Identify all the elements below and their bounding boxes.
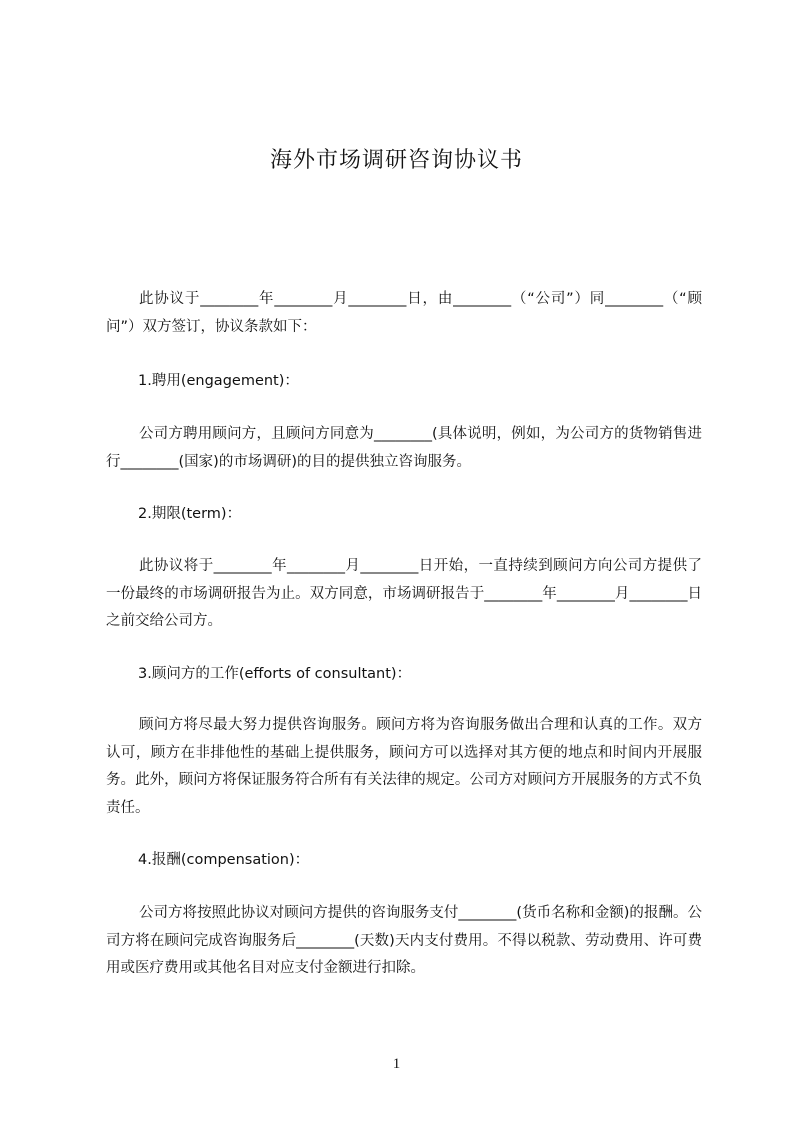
section-body-efforts: 顾问方将尽最大努力提供咨询服务。顾问方将为咨询服务做出合理和认真的工作。双方认可，顾方在非排他性的基础上提供服务，顾问方可以选择对其方便的地点和时间内开展服务。此外，顾问方将保证服务符合所有有关法律的规定。公司方对顾问方开展服务的方式不负责任。 <box>106 717 702 816</box>
document-title: 海外市场调研咨询协议书 <box>269 148 523 173</box>
intro-paragraph: 此协议于________年________月________日，由________（“公司”）同________（“顾问”）双方签订，协议条款如下： <box>106 291 702 335</box>
page-number: 1 <box>392 1056 401 1072</box>
section-heading-compensation: 4.报酬(compensation)： <box>138 852 310 868</box>
section-heading-engagement: 1.聘用(engagement)： <box>138 373 299 389</box>
section-body-compensation: 公司方将按照此协议对顾问方提供的咨询服务支付________(货币名称和金额)的报酬。公司方将在顾问完成咨询服务后________(天数)天内支付费用。不得以税款、劳动费用、许可费用或医疗费用或其他名目对应支付金额进行扣除。 <box>106 905 702 976</box>
section-heading-efforts: 3.顾问方的工作(efforts of consultant)： <box>138 666 412 682</box>
section-heading-term: 2.期限(term)： <box>138 506 242 522</box>
section-body-term: 此协议将于________年________月________日开始，一直持续到顾问方向公司方提供了一份最终的市场调研报告为止。双方同意，市场调研报告于________年________月________日之前交给公司方。 <box>106 558 702 629</box>
section-body-engagement: 公司方聘用顾问方，且顾问方同意为________(具体说明，例如，为公司方的货物销售进行________(国家)的市场调研)的目的提供独立咨询服务。 <box>106 426 702 470</box>
